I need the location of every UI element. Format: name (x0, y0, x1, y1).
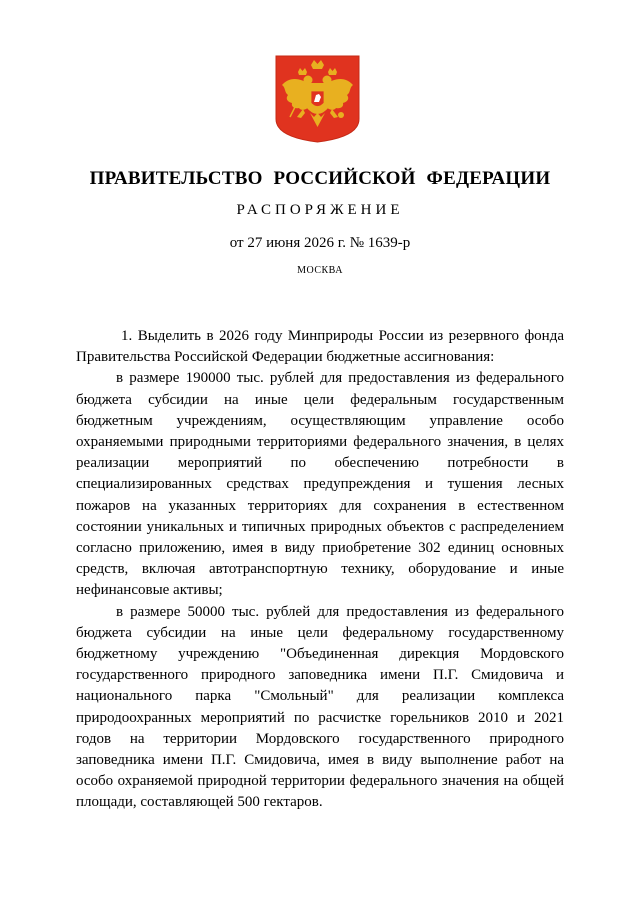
paragraph-2: в размере 190000 тыс. рублей для предоставления из федерального бюджета субсидии на иные цели федеральным государственным бюджетным учреждениям, осуществляющим управление особо охраняемыми природными территориями федерального значения, в целях реализации мероприятий по обеспечению потребности в специализированных средствах предупреждения и тушения лесных пожаров на указанных территориях для сохранения в естественном состоянии уникальных и типичных природных объектов с распределением согласно приложению, имея в виду приобретение 302 единиц основных средств, включая автотранспортную технику, оборудование и иные нефинансовые активы; (76, 370, 564, 599)
coat-of-arms-icon (275, 55, 360, 143)
government-title: ПРАВИТЕЛЬСТВО РОССИЙСКОЙ ФЕДЕРАЦИИ (89, 168, 551, 189)
paragraph-1: 1. Выделить в 2026 году Минприроды России из резервного фонда Правительства Российской Федерации бюджетные ассигнования: (76, 328, 564, 366)
document-city: МОСКВА (297, 265, 343, 276)
document-date-number: от 27 июня 2026 г. № 1639-р (229, 235, 411, 251)
document-body (76, 326, 564, 814)
document-type: РАСПОРЯЖЕНИЕ (236, 202, 404, 218)
paragraph-3: в размере 50000 тыс. рублей для предоставления из федерального бюджета субсидии на иные цели федеральному государственному бюджетному учреждению "Объединенная дирекция Мордовского государственного природного заповедника имени П.Г. Смидовича и национального парка "Смольный" для реализации комплекса природоохранных мероприятий по расчистке горельников 2010 и 2021 годов на территории Мордовского государственного природного заповедника имени П.Г. Смидовича, имея в виду выполнение работ на особо охраняемой природной территории федерального значения на общей площади, составляющей 500 гектаров. (76, 603, 564, 811)
